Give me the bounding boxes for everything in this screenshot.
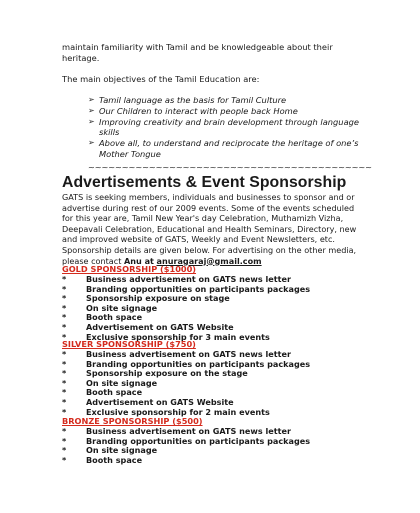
benefit-text: Business advertisement on GATS news letter (86, 426, 291, 436)
objective-text: Tamil language as the basis for Tamil Culture (99, 95, 287, 105)
benefit-text: Business advertisement on GATS news letter (86, 274, 291, 284)
objectives-intro: The main objectives of the Tamil Education are: (62, 74, 260, 84)
benefit-text: On site signage (86, 302, 158, 313)
benefit-text: Booth space (86, 454, 143, 465)
benefit-text: Booth space (86, 387, 143, 398)
benefit-text: Sponsorship exposure on the stage (86, 368, 248, 379)
benefit-text: Sponsorship exposure on stage (86, 293, 230, 304)
intro-paragraph: maintain familiarity with Tamil and be knowledgeable about their heritage. (62, 42, 333, 64)
star-bullet-icon: * (62, 377, 67, 388)
star-bullet-icon: * (62, 406, 67, 417)
benefit-text: Advertisement on GATS Website (86, 321, 234, 332)
star-bullet-icon: * (62, 293, 67, 304)
star-bullet-icon: * (62, 274, 67, 284)
tilde-separator: ~~~~~~~~~~~~~~~~~~~~~~~~~~~~~~~~~~~~~~~~~~ (88, 162, 372, 172)
section-body-text: GATS is seeking members, individuals and businesses to sponsor and or advertise during rest of our 2009 events. Some of the events scheduled for this year are, Tamil New Year's day Celebration, Muthamizh Vizha, Deepavali Celebration, Educational and Health Seminars, Directory, new and improved website of GATS, Weekly and Event Newsletters, etc. Sponsorship details are given below. For advertising on the other media, please contact (62, 192, 357, 266)
bronze-benefits-list (62, 427, 310, 465)
arrow-bullet-icon: ➢ (88, 95, 95, 104)
list-item (62, 456, 310, 466)
benefit-text: On site signage (86, 445, 158, 456)
star-bullet-icon: * (62, 358, 67, 369)
gold-sponsorship-title: GOLD SPONSORSHIP ($1000) (62, 264, 197, 274)
objectives-list (88, 95, 368, 160)
star-bullet-icon: * (62, 349, 67, 359)
objective-text: Improving creativity and brain development through language skills (99, 116, 360, 138)
gold-sponsorship-block (62, 264, 310, 342)
star-bullet-icon: * (62, 435, 67, 446)
silver-sponsorship-block (62, 339, 310, 417)
benefit-text: Booth space (86, 312, 143, 323)
star-bullet-icon: * (62, 426, 67, 436)
benefit-text: Business advertisement on GATS news letter (86, 349, 291, 359)
benefit-text: Exclusive sponsorship for 2 main events (86, 406, 270, 417)
star-bullet-icon: * (62, 321, 67, 332)
star-bullet-icon: * (62, 454, 67, 465)
star-bullet-icon: * (62, 312, 67, 323)
star-bullet-icon: * (62, 302, 67, 313)
objective-item (88, 95, 368, 106)
objective-item (88, 106, 368, 117)
section-body (62, 192, 362, 266)
objective-text: Above all, to understand and reciprocate the heritage of one’s Mother Tongue (99, 138, 359, 159)
contact-email-link[interactable]: anuragaraj@gmail.com (156, 255, 262, 266)
benefit-text: Branding opportunities on participants packages (86, 358, 311, 369)
star-bullet-icon: * (62, 283, 67, 294)
objective-item (88, 117, 368, 139)
arrow-bullet-icon: ➢ (88, 138, 95, 148)
benefit-text: Branding opportunities on participants packages (86, 435, 311, 446)
benefit-text: Branding opportunities on participants packages (86, 283, 311, 294)
gold-benefits-list (62, 275, 310, 342)
arrow-bullet-icon: ➢ (88, 105, 95, 115)
star-bullet-icon: * (62, 331, 67, 342)
bronze-sponsorship-block (62, 416, 310, 465)
silver-sponsorship-title: SILVER SPONSORSHIP ($750) (62, 339, 196, 349)
objective-text: Our Children to interact with people back Home (99, 105, 298, 116)
bronze-sponsorship-title: BRONZE SPONSORSHIP ($500) (62, 416, 203, 426)
arrow-bullet-icon: ➢ (88, 116, 95, 126)
contact-name: Anu at (123, 255, 154, 266)
benefit-text: On site signage (86, 377, 158, 388)
section-title: Advertisements & Event Sponsorship (62, 174, 347, 191)
objective-item (88, 138, 368, 160)
star-bullet-icon: * (62, 396, 67, 407)
benefit-text: Exclusive sponsorship for 3 main events (86, 331, 270, 342)
star-bullet-icon: * (62, 445, 67, 456)
star-bullet-icon: * (62, 387, 67, 398)
star-bullet-icon: * (62, 368, 67, 379)
silver-benefits-list (62, 350, 310, 417)
benefit-text: Advertisement on GATS Website (86, 396, 234, 407)
